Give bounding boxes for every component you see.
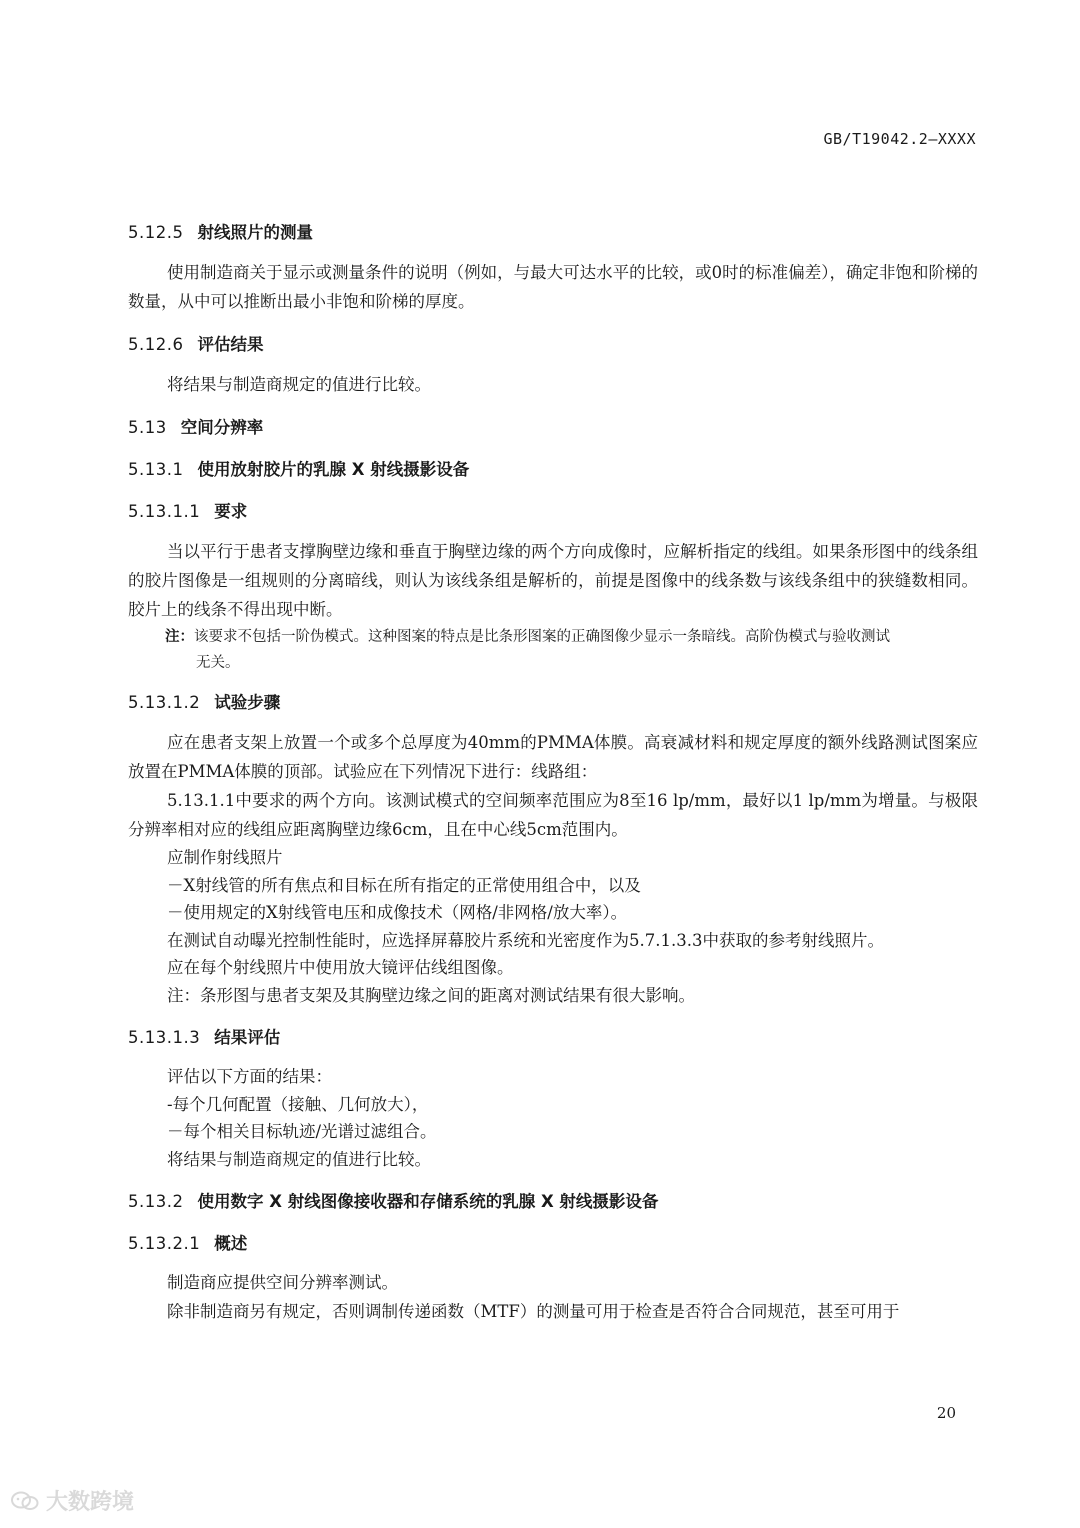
list-item: -每个几何配置（接触、几何放大）， <box>167 1094 429 1114</box>
list-item: －使用规定的X射线管电压和成像技术（网格/非网格/放大率）。 <box>167 903 628 922</box>
paragraph: 将结果与制造商规定的值进行比较。 <box>167 375 431 394</box>
paragraph: 当以平行于患者支撑胸壁边缘和垂直于胸壁边缘的两个方向成像时，应解析指定的线组。如果条形图中的线条组的胶片图像是一组规则的分离暗线，则认为该线条组是解析的，前提是图像中的线条数与该线条组中的狭缝数相同。胶片上的线条不得出现中断。 <box>128 542 978 619</box>
section-number: 5.13.2.1 <box>128 1234 201 1253</box>
heading-5-13-2 <box>128 1187 978 1217</box>
wechat-logo-icon <box>10 1490 40 1512</box>
section-number: 5.13.1.3 <box>128 1028 201 1047</box>
paragraph: 在测试自动曝光控制性能时，应选择屏幕胶片系统和光密度作为5.7.1.3.3中获取的参考射线照片。 <box>167 930 884 950</box>
paragraph: 使用制造商关于显示或测量条件的说明（例如，与最大可达水平的比较，或0时的标准偏差），确定非饱和阶梯的数量，从中可以推断出最小非饱和阶梯的厚度。 <box>128 263 978 311</box>
paragraph: 应在每个射线照片中使用放大镜评估线组图像。 <box>167 958 514 977</box>
paragraph: 应在患者支架上放置一个或多个总厚度为40mm的PMMA体膜。高衰减材料和规定厚度的额外线路测试图案应放置在PMMA体膜的顶部。试验应在下列情况下进行：线路组： <box>128 733 978 781</box>
page-number: 20 <box>936 1404 956 1422</box>
section-title: 空间分辨率 <box>180 418 264 437</box>
list-item: －每个相关目标轨迹/光谱过滤组合。 <box>167 1122 437 1141</box>
note-label: 注： <box>165 628 194 645</box>
paragraph: 制造商应提供空间分辨率测试。 <box>167 1273 398 1292</box>
section-number: 5.13 <box>128 418 167 437</box>
section-number: 5.13.1 <box>128 460 184 479</box>
section-number: 5.12.5 <box>128 223 184 242</box>
section-number: 5.13.2 <box>128 1192 184 1211</box>
note <box>128 624 978 676</box>
section-title: 试验步骤 <box>214 693 281 712</box>
section-number: 5.13.1.1 <box>128 502 201 521</box>
section-number: 5.12.6 <box>128 335 184 354</box>
heading-5-12-6 <box>128 330 978 360</box>
list-item: －X射线管的所有焦点和目标在所有指定的正常使用组合中，以及 <box>167 875 641 895</box>
paragraph: 应制作射线照片 <box>167 848 283 867</box>
note-text: 该要求不包括一阶伪模式。这种图案的特点是比条形图案的正确图像少显示一条暗线。高阶伪模式与验收测试 <box>194 629 890 645</box>
heading-5-13-2-1 <box>128 1229 978 1259</box>
note: 注：条形图与患者支架及其胸壁边缘之间的距离对测试结果有很大影响。 <box>167 985 695 1005</box>
note-text-continued: 无关。 <box>196 655 240 671</box>
section-title: 概述 <box>214 1234 248 1253</box>
paragraph: 除非制造商另有规定，否则调制传递函数（MTF）的测量可用于检查是否符合合同规范，甚至可用于 <box>167 1301 900 1321</box>
page-body <box>128 218 978 1326</box>
paragraph: 将结果与制造商规定的值进行比较。 <box>167 1149 431 1169</box>
heading-5-13-1-3 <box>128 1023 978 1053</box>
watermark <box>10 1485 134 1516</box>
heading-5-13-1-1 <box>128 497 978 527</box>
section-title: 结果评估 <box>214 1028 281 1047</box>
section-title: 射线照片的测量 <box>197 223 313 242</box>
section-number: 5.13.1.2 <box>128 693 201 712</box>
section-title: 评估结果 <box>197 335 264 354</box>
heading-5-12-5 <box>128 218 978 248</box>
document-code: GB/T19042.2—XXXX <box>823 130 976 148</box>
section-title: 使用放射胶片的乳腺 X 射线摄影设备 <box>197 460 470 479</box>
heading-5-13-1 <box>128 455 978 485</box>
heading-5-13-1-2 <box>128 688 978 718</box>
paragraph: 5.13.1.1中要求的两个方向。该测试模式的空间频率范围应为8至16 lp/mm，最好以1 lp/mm为增量。与极限分辨率相对应的线组应距离胸壁边缘6cm，且在中心线5cm范围内。 <box>128 791 978 839</box>
section-title: 要求 <box>214 502 248 521</box>
section-title: 使用数字 X 射线图像接收器和存储系统的乳腺 X 射线摄影设备 <box>197 1192 659 1211</box>
heading-5-13 <box>128 413 978 443</box>
watermark-text: 大数跨境 <box>46 1490 135 1515</box>
paragraph: 评估以下方面的结果： <box>167 1067 332 1086</box>
